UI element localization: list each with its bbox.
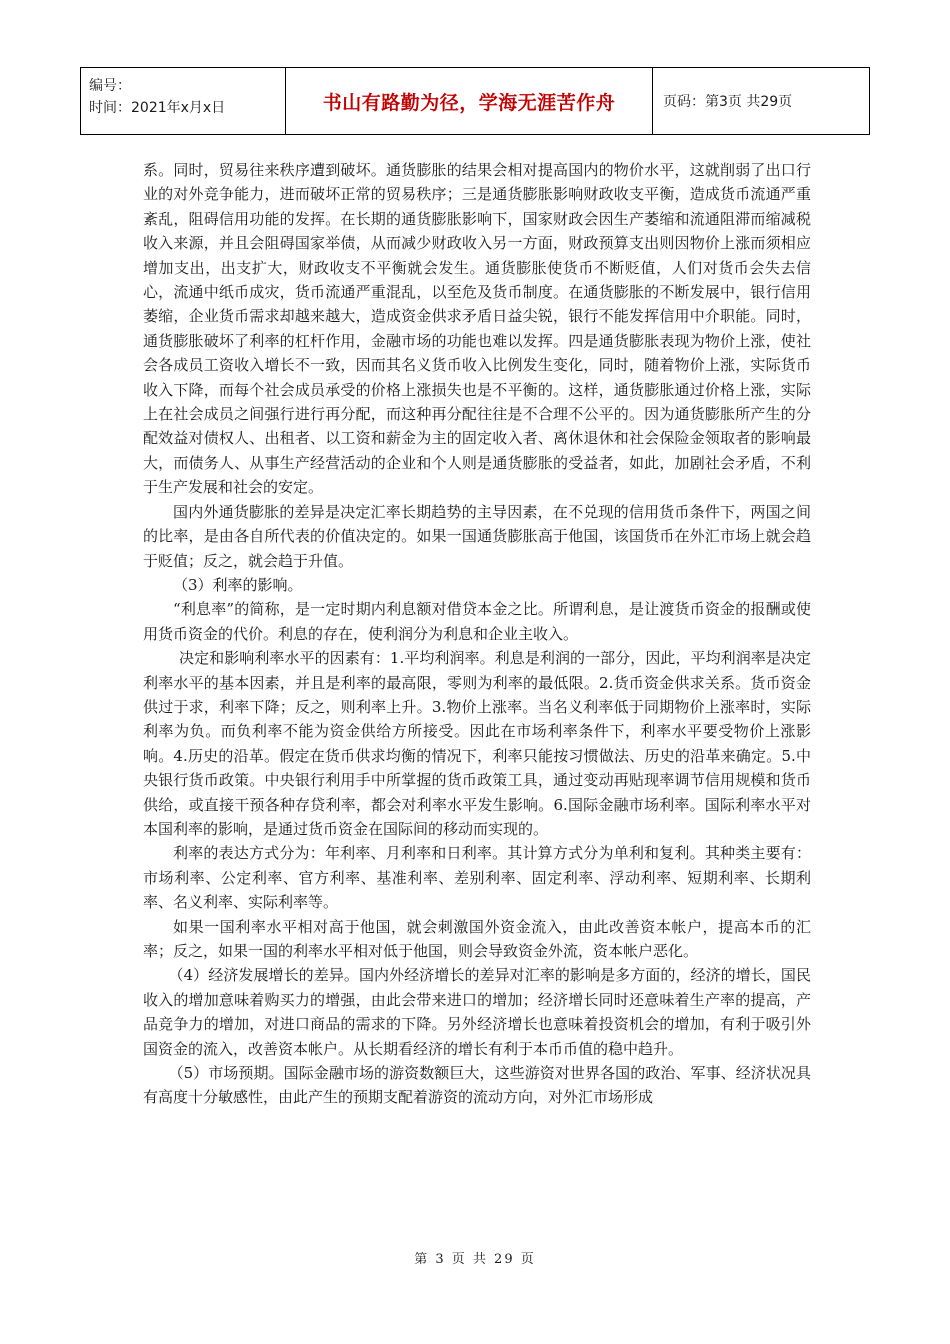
paragraph-2: 国内外通货膨胀的差异是决定汇率长期趋势的主导因素，在不兑现的信用货币条件下，两国之间的比率，是由各自所代表的价值决定的。如果一国通货膨胀高于他国，该国货币在外汇市场上就会趋于贬值；反之，就会趋于升值。 <box>143 502 811 570</box>
header-page-label: 页码：第3页 共29页 <box>663 94 793 110</box>
header-motto: 书山有路勤为径，学海无涯苦作舟 <box>286 68 653 134</box>
date-label: 时间：2021年x月x日 <box>89 100 226 116</box>
section-economic-growth: （4）经济发展增长的差异。国内外经济增长的差异对汇率的影响是多方面的，经济的增长，国民收入的增加意味着购买力的增强，由此会带来进口的增加；经济增长同时还意味着生产率的提高，产品竞争力的增加，对进口商品的需求的下降。另外经济增长也意味着投资机会的增加，有利于吸引外国资金的流入，改善资本帐户。从长期看经济的增长有利于本币币值的稳中趋升。 <box>143 966 811 1058</box>
paragraph-interest-definition: “利息率”的简称，是一定时期内利息额对借贷本金之比。所谓利息，是让渡货币资金的报酬或使用货币资金的代价。利息的存在，使利润分为利息和企业主收入。 <box>143 600 811 643</box>
code-label: 编号： <box>89 78 131 94</box>
section-heading-3: （3）利率的影响。 <box>173 575 303 594</box>
page-header <box>80 67 870 135</box>
page-footer: 第 3 页 共 29 页 <box>414 1252 536 1267</box>
paragraph-interest-exchange: 如果一国利率水平相对高于他国，就会刺激国外资金流入，由此改善资本帐户，提高本币的汇率；反之，如果一国的利率水平相对低于他国，则会导致资金外流，资本帐户恶化。 <box>143 917 811 960</box>
paragraph-1: 系。同时，贸易往来秩序遭到破坏。通货膨胀的结果会相对提高国内的物价水平，这就削弱了出口行业的对外竞争能力，进而破坏正常的贸易秩序；三是通货膨胀影响财政收支平衡，造成货币流通严重紊乱，阻碍信用功能的发挥。在长期的通货膨胀影响下，国家财政会因生产萎缩和流通阻滞而缩减税收入来源，并且会阻碍国家举债，从而减少财政收入另一方面，财政预算支出则因物价上涨而须相应增加支出，出支扩大，财政收支不平衡就会发生。通货膨胀使货币不断贬值，人们对货币会失去信心，流通中纸币成灾，货币流通严重混乱，以至危及货币制度。在通货膨胀的不断发展中，银行信用萎缩，企业货币需求却越来越大，造成资金供求矛盾日益尖锐，银行不能发挥信用中介职能。同时，通货膨胀破坏了利率的杠杆作用，金融市场的功能也难以发挥。四是通货膨胀表现为物价上涨，使社会各成员工资收入增长不一致，因而其名义货币收入比例发生变化，同时，随着物价上涨，实际货币收入下降，而每个社会成员承受的价格上涨损失也是不平衡的。这样，通货膨胀通过价格上涨，实际上在社会成员之间强行进行再分配，而这种再分配往往是不合理不公平的。因为通货膨胀所产生的分配效益对债权人、出租者、以工资和薪金为主的固定收入者、离休退休和社会保险金领取者的影响最大，而债务人、从事生产经营活动的企业和个人则是通货膨胀的受益者，如此，加剧社会矛盾，不利于生产发展和社会的安定。 <box>143 161 811 497</box>
document-body <box>143 158 811 1110</box>
section-market-expectation: （5）市场预期。国际金融市场的游资数额巨大，这些游资对世界各国的政治、军事、经济状况具有高度十分敏感性，由此产生的预期支配着游资的流动方向，对外汇市场形成 <box>143 1064 811 1107</box>
header-meta <box>81 68 286 134</box>
paragraph-interest-types: 利率的表达方式分为：年利率、月利率和日利率。其计算方式分为单利和复利。其种类主要有：市场利率、公定利率、官方利率、基准利率、差别利率、固定利率、浮动利率、短期利率、长期利率、名义利率、实际利率等。 <box>143 844 811 912</box>
paragraph-interest-factors: 决定和影响利率水平的因素有：1.平均利润率。利息是利润的一部分，因此，平均利润率是决定利率水平的基本因素，并且是利率的最高限，零则为利率的最低限。2.货币资金供求关系。货币资金供过于求，利率下降；反之，则利率上升。3.物价上涨率。当名义利率低于同期物价上涨率时，实际利率为负。而负利率不能为资金供给方所接受。因此在市场利率条件下，利率水平要受物价上涨影响。4.历史的沿革。假定在货币供求均衡的情况下，利率只能按习惯做法、历史的沿革来确定。5.中央银行货币政策。中央银行利用手中所掌握的货币政策工具，通过变动再贴现率调节信用规模和货币供给，或直接干预各种存贷利率，都会对利率水平发生影响。6.国际金融市场利率。国际利率水平对本国利率的影响，是通过货币资金在国际间的移动而实现的。 <box>143 649 811 838</box>
